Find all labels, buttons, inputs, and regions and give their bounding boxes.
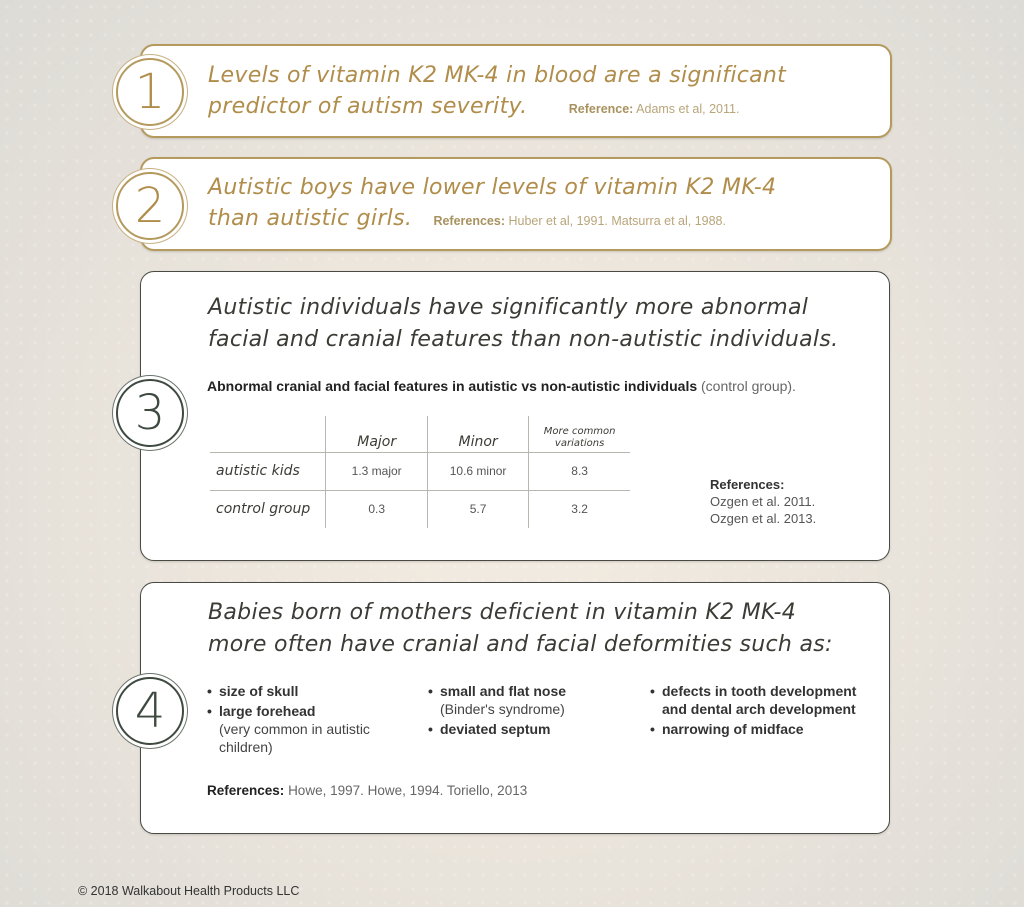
fact-3-caption-rest: (control group). <box>701 378 796 394</box>
fact-1-heading-line1: Levels of vitamin K2 MK-4 in blood are a significant <box>208 63 787 88</box>
list-item <box>650 682 865 718</box>
fact-1-reference-label: Reference: <box>568 102 634 116</box>
fact-2-heading-line2 <box>208 203 868 237</box>
list-item-text: deviated septum <box>440 721 551 737</box>
table-cell: 8.3 <box>529 452 630 490</box>
list-item <box>650 720 865 738</box>
list-item-text: large forehead <box>219 703 316 719</box>
fact-4-references <box>207 783 527 798</box>
bullet-icon: • <box>428 721 433 737</box>
fact-2-reference-label: References: <box>433 214 506 228</box>
fact-3-caption-bold: Abnormal cranial and facial features in autistic vs non-autistic individuals <box>207 378 698 394</box>
fact-3-heading-line1: Autistic individuals have significantly more abnormal <box>208 295 809 320</box>
table-cell: 3.2 <box>529 490 630 528</box>
fact-3-references-label-text: References: <box>710 477 785 492</box>
list-item-text: narrowing of midface <box>662 721 804 737</box>
bullet-icon: • <box>650 721 655 737</box>
list-item <box>207 702 407 756</box>
list-item <box>428 720 628 738</box>
fact-2-heading-line2-text: than autistic girls. <box>208 206 413 231</box>
fact-3-references-label <box>710 476 816 493</box>
list-item-text: small and flat nose <box>440 683 567 699</box>
list-item-text: size of skull <box>219 683 299 699</box>
fact-4-references-label: References: <box>207 783 285 798</box>
fact-3-heading <box>208 292 878 356</box>
deformity-list-col3 <box>650 682 865 740</box>
table-cell: 0.3 <box>326 490 427 528</box>
deformity-list-col2 <box>428 682 628 740</box>
deformity-list-col1 <box>207 682 407 758</box>
bullet-icon: • <box>650 683 655 699</box>
copyright-footer: © 2018 Walkabout Health Products LLC <box>78 884 300 898</box>
table-header-minor: Minor <box>427 416 528 452</box>
fact-1-heading-line2 <box>208 91 868 125</box>
table-cell: 10.6 minor <box>427 452 528 490</box>
fact-4-references-text: Howe, 1997. Howe, 1994. Toriello, 2013 <box>288 783 528 798</box>
fact-2-reference <box>433 214 726 228</box>
fact-3-reference-2: Ozgen et al. 2013. <box>710 511 817 526</box>
number-badge-1: 1 <box>116 58 184 126</box>
table-header-variations: More common variations <box>529 416 630 452</box>
fact-3-reference-1: Ozgen et al. 2011. <box>710 494 816 509</box>
fact-4-heading-line2: more often have cranial and facial deformities such as: <box>208 632 833 657</box>
list-item-note: (very common in autistic children) <box>219 721 370 755</box>
fact-1-reference-text: Adams et al, 2011. <box>636 102 740 116</box>
fact-3-heading-line2: facial and cranial features than non-autistic individuals. <box>208 327 839 352</box>
fact-1-reference <box>569 102 740 116</box>
fact-4-heading <box>208 597 878 661</box>
fact-1-heading-line2-text: predictor of autism severity. <box>208 94 528 119</box>
list-item <box>428 682 628 718</box>
number-badge-3: 3 <box>116 379 184 447</box>
table-row <box>210 490 630 528</box>
bullet-icon: • <box>428 683 433 699</box>
table-cell: 1.3 major <box>326 452 427 490</box>
fact-2-reference-text: Huber et al, 1991. Matsurra et al, 1988. <box>508 214 726 228</box>
table-cell: 5.7 <box>427 490 528 528</box>
table-corner-cell <box>210 416 326 452</box>
features-table <box>210 416 630 528</box>
bullet-icon: • <box>207 683 212 699</box>
fact-3-table-caption <box>207 378 882 394</box>
table-row-label: autistic kids <box>210 452 326 490</box>
fact-1-heading <box>208 60 868 125</box>
fact-3-references <box>710 476 816 527</box>
bullet-icon: • <box>207 703 212 719</box>
table-header-row <box>210 416 630 452</box>
list-item-text: defects in tooth development and dental arch development <box>662 683 857 717</box>
fact-4-heading-line1: Babies born of mothers deficient in vitamin K2 MK-4 <box>208 600 797 625</box>
number-badge-4: 4 <box>116 677 184 745</box>
table-row-label: control group <box>210 490 326 528</box>
fact-2-heading <box>208 172 868 237</box>
fact-2-heading-line1: Autistic boys have lower levels of vitamin K2 MK-4 <box>208 175 777 200</box>
table-header-major: Major <box>326 416 427 452</box>
list-item <box>207 682 407 700</box>
table-row <box>210 452 630 490</box>
number-badge-2: 2 <box>116 172 184 240</box>
list-item-note: (Binder's syndrome) <box>440 701 565 717</box>
